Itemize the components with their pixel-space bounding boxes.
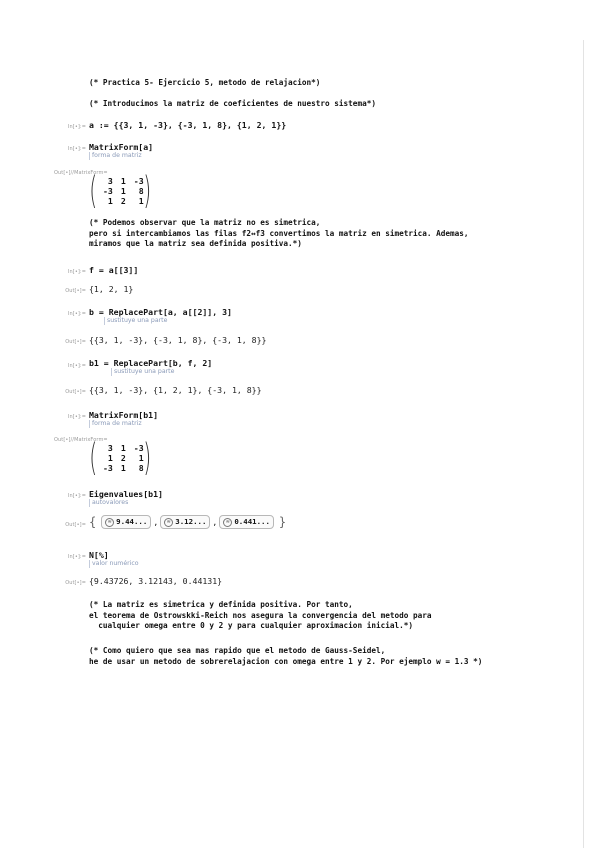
output-label: Out[•]=	[65, 389, 86, 395]
approximation-circle-icon: ≈	[164, 518, 173, 527]
matrix-cell: -3	[133, 176, 144, 186]
matrix-cell: 2	[120, 196, 126, 206]
output-label: Out[•]//MatrixForm=	[54, 170, 108, 176]
comment-introduce-matrix[interactable]: (* Introducimos la matriz de coeficientes de nuestro sistema*)	[89, 99, 376, 108]
output-label: Out[•]=	[65, 522, 86, 528]
approximation-circle-icon: ≈	[105, 518, 114, 527]
comment-convergence[interactable]: (* La matriz es simetrica y definida positiva. Por tanto, el teorema de Ostrowskki-Reich nos asegura la convergencia del metodo para cualquier omega entre 0 y 2 y para cualquier aproximacion inicial.*)	[89, 600, 432, 631]
matrix-cell: 2	[120, 453, 126, 463]
input-f[interactable]: f = a[[3]]	[89, 265, 139, 275]
left-paren: (	[89, 436, 98, 479]
output-numeric: {9.43726, 3.12143, 0.44131}	[89, 576, 223, 586]
chip-value: 9.44...	[116, 517, 148, 527]
matrix-cell: 1	[120, 186, 126, 196]
comment-overrelaxation[interactable]: (* Como quiero que sea mas rapido que el metodo de Gauss-Seidel, he de usar un metodo de sobrerelajacion con omega entre 1 y 2. Por ejemplo w = 1.3 *)	[89, 646, 483, 666]
function-hint: forma de matriz	[89, 420, 142, 428]
chip-value: 3.12...	[175, 517, 207, 527]
input-label: In[•]:=	[67, 414, 86, 420]
input-numeric[interactable]: N[%]	[89, 550, 109, 560]
close-brace: }	[278, 515, 287, 529]
input-label: In[•]:=	[67, 363, 86, 369]
matrix-cell: 1	[138, 196, 144, 206]
input-matrixform-b1[interactable]: MatrixForm[b1]	[89, 410, 159, 420]
matrix-cell: -3	[103, 186, 113, 196]
approx-number-chip[interactable]	[160, 515, 210, 529]
cell-bracket-line	[583, 40, 584, 848]
function-hint: autovalores	[89, 499, 128, 507]
input-label: In[•]:=	[67, 311, 86, 317]
comment-symmetry[interactable]: (* Podemos observar que la matriz no es simetrica, pero si intercambiamos las filas f2↔f3 convertimos la matriz en simetrica. Ademas, miramos que la matriz sea definida positiva.*)	[89, 218, 469, 249]
comment-practice-title[interactable]: (* Practica 5- Ejercicio 5, metodo de relajacion*)	[89, 78, 321, 87]
output-label: Out[•]=	[65, 580, 86, 586]
matrix-cell: 1	[107, 196, 113, 206]
input-label: In[•]:=	[67, 269, 86, 275]
function-hint: valor numérico	[89, 560, 139, 568]
input-label: In[•]:=	[67, 124, 86, 130]
approx-number-chip[interactable]	[219, 515, 274, 529]
function-hint: sustituye una parte	[104, 317, 167, 325]
input-matrixform-a[interactable]: MatrixForm[a]	[89, 142, 154, 152]
output-b: {{3, 1, -3}, {-3, 1, 8}, {-3, 1, 8}}	[89, 335, 267, 345]
matrix-cell: 3	[107, 176, 113, 186]
output-f: {1, 2, 1}	[89, 284, 134, 294]
input-label: In[•]:=	[67, 554, 86, 560]
comma: ,	[212, 516, 218, 527]
function-hint: sustituye una parte	[111, 368, 174, 376]
input-eigenvalues[interactable]: Eigenvalues[b1]	[89, 489, 163, 499]
matrix-cell: -3	[133, 443, 144, 453]
matrix-cell: -3	[103, 463, 113, 473]
input-b[interactable]: b = ReplacePart[a, a[[2]], 3]	[89, 307, 232, 317]
matrix-cell: 1	[120, 443, 126, 453]
matrix-cell: 8	[138, 463, 144, 473]
output-b1: {{3, 1, -3}, {1, 2, 1}, {-3, 1, 8}}	[89, 385, 262, 395]
matrix-cell: 1	[138, 453, 144, 463]
right-paren: )	[143, 436, 152, 479]
input-label: In[•]:=	[67, 146, 86, 152]
output-label: Out[•]//MatrixForm=	[54, 437, 108, 443]
eigenvalues-output	[89, 515, 286, 529]
function-hint: forma de matriz	[89, 152, 142, 160]
input-label: In[•]:=	[67, 493, 86, 499]
right-paren: )	[143, 169, 152, 212]
input-b1[interactable]: b1 = ReplacePart[b, f, 2]	[89, 358, 213, 368]
open-brace: {	[89, 515, 97, 529]
left-paren: (	[89, 169, 98, 212]
comma: ,	[153, 516, 159, 527]
output-label: Out[•]=	[65, 288, 86, 294]
matrix-cell: 3	[107, 443, 113, 453]
matrix-cell: 1	[107, 453, 113, 463]
matrix-cell: 1	[120, 176, 126, 186]
output-label: Out[•]=	[65, 339, 86, 345]
approx-number-chip[interactable]	[101, 515, 151, 529]
chip-value: 0.441...	[234, 517, 270, 527]
approximation-circle-icon: ≈	[223, 518, 232, 527]
matrix-cell: 1	[120, 463, 126, 473]
matrix-cell: 8	[138, 186, 144, 196]
input-define-a[interactable]: a := {{3, 1, -3}, {-3, 1, 8}, {1, 2, 1}}	[89, 120, 287, 130]
